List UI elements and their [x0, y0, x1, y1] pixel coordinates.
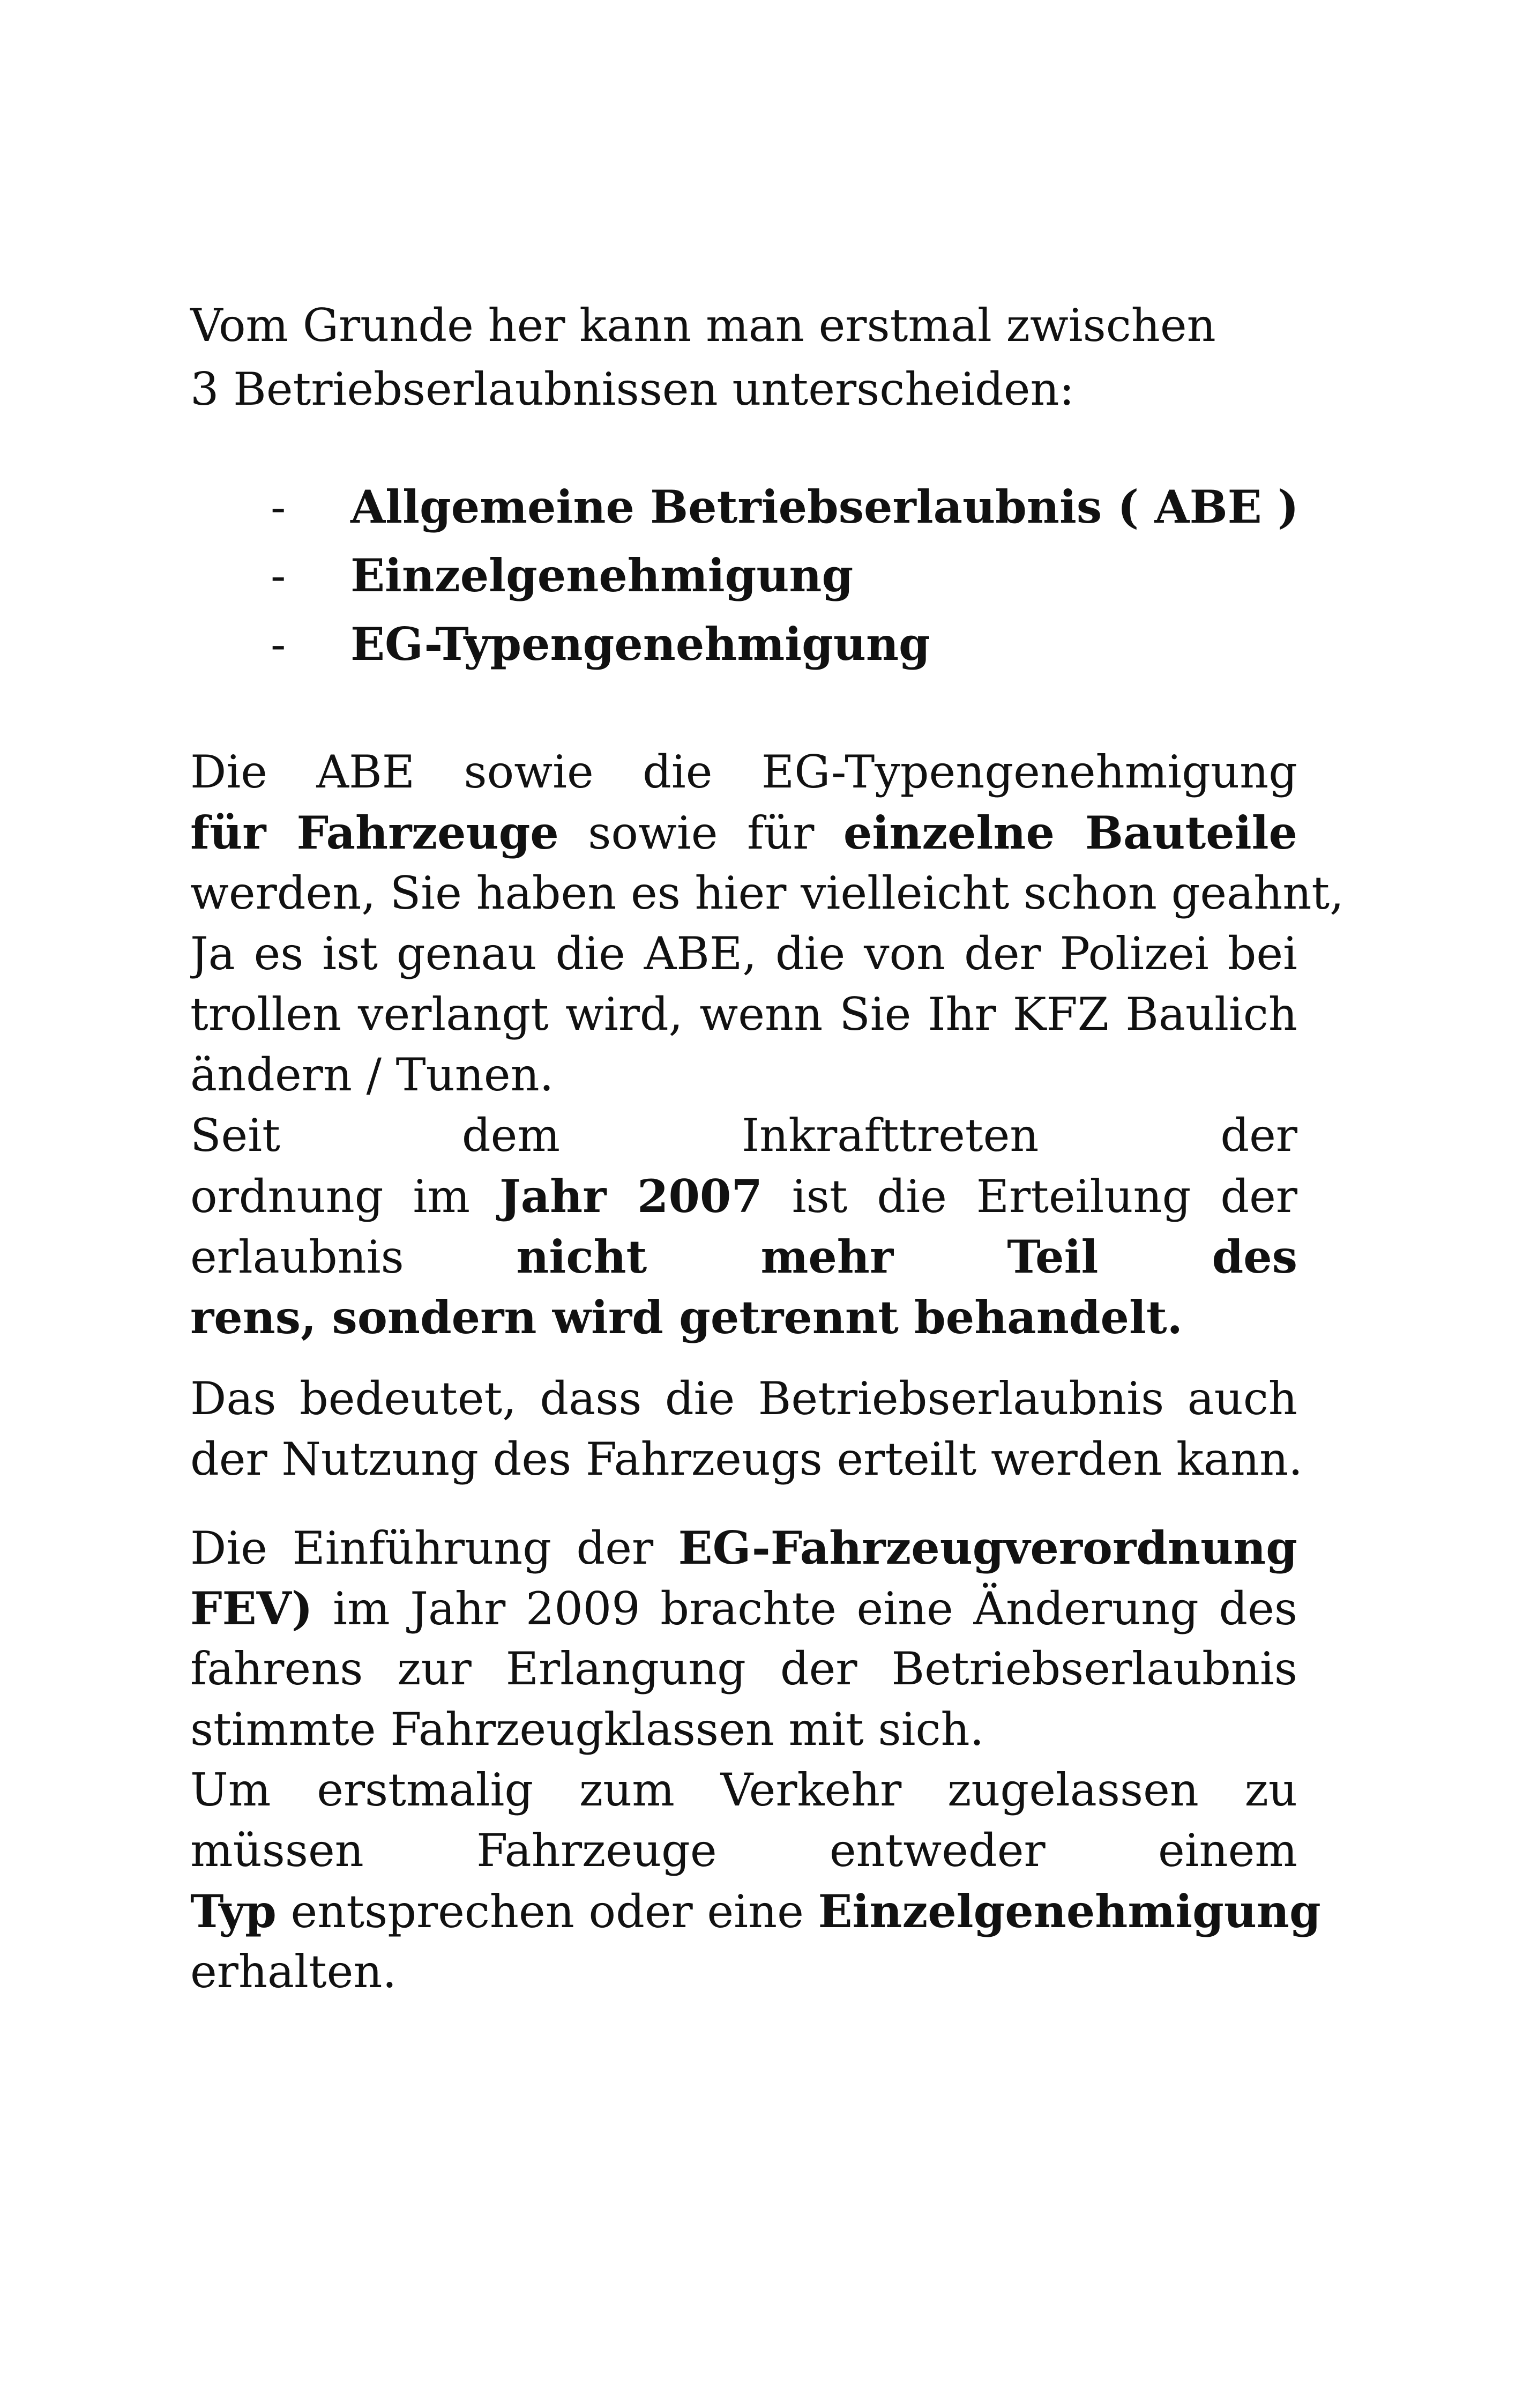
text-line: [190, 1105, 1297, 1166]
text: im Jahr 2009 brachte eine Änderung des: [333, 1582, 1297, 1635]
text: der Nutzung des Fahrzeugs erteilt werden kann.: [190, 1433, 1303, 1485]
text: fahrens zur Erlangung der Betriebserlaubnis: [190, 1643, 1297, 1695]
list-item: [190, 473, 1297, 541]
bold-text: nicht mehr Teil des: [516, 1230, 1297, 1283]
bold-text: für Fahrzeuge: [190, 806, 559, 859]
text-line: [190, 1639, 1297, 1699]
text: müssen Fahrzeuge entweder einem: [190, 1824, 1297, 1877]
text-line: [190, 1820, 1297, 1881]
text-line: [190, 1518, 1297, 1578]
dash-bullet-icon: -: [271, 481, 286, 533]
text: ist die Erteilung der: [792, 1170, 1297, 1223]
text: stimmte Fahrzeugklassen mit sich.: [190, 1703, 984, 1756]
text: Die Einführung der: [190, 1522, 678, 1574]
text: Das bedeutet, dass die Betriebserlaubnis auch: [190, 1372, 1297, 1425]
text: ändern / Tunen.: [190, 1049, 554, 1101]
bold-text: Jahr 2007: [499, 1170, 763, 1223]
list-item: [190, 541, 1297, 610]
text: erhalten.: [190, 1945, 397, 1998]
text: sowie für: [558, 807, 843, 859]
text-line: [190, 1045, 1297, 1105]
text: Die ABE sowie die EG-Typengenehmigung: [190, 746, 1297, 798]
list-item-label: Allgemeine Betriebserlaubnis ( ABE ): [350, 480, 1299, 533]
text-line: [190, 1166, 1297, 1227]
text-line: [190, 742, 1297, 802]
text: Vom Grunde her kann man erstmal zwischen: [190, 299, 1216, 352]
text: trollen verlangt wird, wenn Sie Ihr KFZ Baulich: [190, 988, 1297, 1041]
text: entsprechen oder eine: [276, 1885, 818, 1938]
text-line: [190, 1429, 1303, 1490]
bold-text: FEV): [190, 1582, 313, 1635]
text: Um erstmalig zum Verkehr zugelassen zu: [190, 1764, 1297, 1816]
text: werden, Sie haben es hier vielleicht schon geahnt,: [190, 867, 1344, 919]
text-line: [190, 802, 1297, 863]
text-line: [190, 984, 1297, 1045]
text: ordnung im: [190, 1170, 499, 1223]
dash-bullet-icon: -: [271, 549, 286, 602]
paragraph-abe: [190, 742, 1344, 1348]
text-line: [190, 1881, 1321, 1942]
list-item: [190, 610, 1297, 679]
text: Ja es ist genau die ABE, die von der Polizei bei: [190, 927, 1297, 980]
text-line: [190, 1699, 1297, 1760]
text-line: [190, 1578, 1297, 1639]
text-line: [190, 294, 1297, 358]
paragraph-meaning: [190, 1369, 1303, 1490]
text-line: [190, 863, 1344, 924]
text: Seit dem Inkrafttreten der: [190, 1109, 1297, 1162]
text-line: [190, 1287, 1297, 1348]
dash-bullet-icon: -: [271, 618, 286, 671]
text-line: [190, 358, 1297, 421]
bold-text: Einzelgenehmigung: [818, 1885, 1321, 1938]
bold-text: EG-Fahrzeugverordnung: [678, 1521, 1297, 1574]
intro-paragraph: [190, 294, 1297, 421]
text-line: [190, 1942, 1297, 2002]
bold-text: einzelne Bauteile: [843, 806, 1297, 859]
text: erlaubnis: [190, 1231, 517, 1283]
text: 3 Betriebserlaubnissen unterscheiden:: [190, 363, 1074, 415]
text-line: [190, 1227, 1297, 1287]
list-item-label: EG-Typengenehmigung: [350, 618, 930, 671]
text-line: [190, 924, 1297, 984]
bold-text: Typ: [190, 1885, 277, 1938]
text-line: [190, 1369, 1297, 1429]
permit-type-list: [190, 473, 1297, 679]
list-item-label: Einzelgenehmigung: [350, 549, 854, 602]
text-line: [190, 1760, 1297, 1820]
bold-text: rens, sondern wird getrennt behandelt.: [190, 1291, 1183, 1344]
paragraph-eg-fev: [190, 1518, 1321, 2002]
